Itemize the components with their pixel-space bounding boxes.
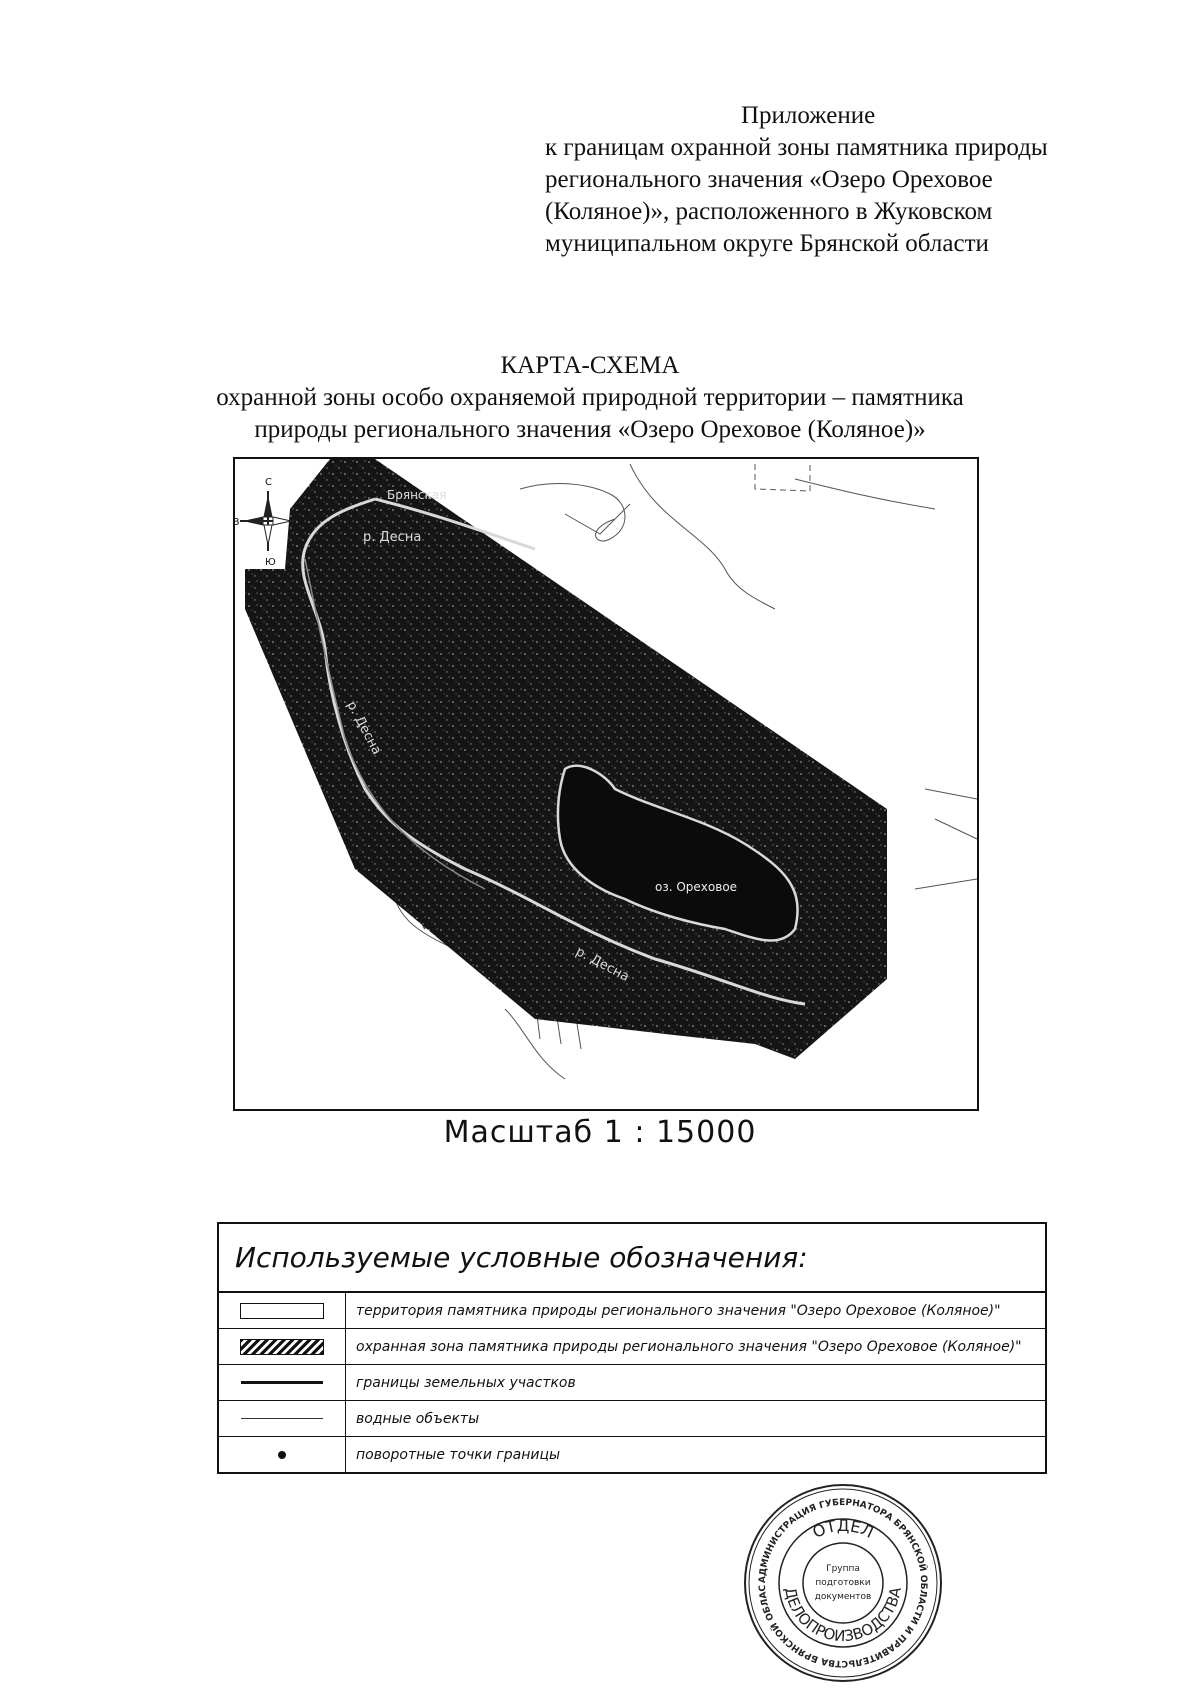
appendix-line: (Коляное)», расположенного в Жуковском xyxy=(545,198,993,225)
point-symbol xyxy=(278,1451,286,1459)
water-line-symbol xyxy=(241,1418,323,1419)
legend-table xyxy=(217,1222,1047,1474)
appendix-title: Приложение xyxy=(741,102,876,129)
map-label-lake: оз. Ореховое xyxy=(655,880,738,894)
territory-symbol xyxy=(240,1303,324,1319)
map-label-river: р. Десна xyxy=(363,530,422,545)
stamp-seal xyxy=(742,1482,944,1684)
legend-label: охранная зона памятника природы регионального значения "Озеро Ореховое (Коляное)" xyxy=(356,1338,1022,1355)
legend-label: границы земельных участков xyxy=(356,1374,576,1391)
legend-label: поворотные точки границы xyxy=(356,1446,561,1463)
map-scale: Масштаб 1 : 15000 xyxy=(443,1115,757,1150)
stamp-center-line: документов xyxy=(814,1592,872,1602)
map-subtitle: природы регионального значения «Озеро Ореховое (Коляное)» xyxy=(254,416,926,443)
compass-east-label: В xyxy=(297,517,304,528)
legend-row xyxy=(219,1293,1045,1329)
appendix-line: муниципальном округе Брянской области xyxy=(545,230,989,257)
appendix-line: регионального значения «Озеро Ореховое xyxy=(545,166,993,193)
stamp-ring-text: АДМИНИСТРАЦИЯ ГУБЕРНАТОРА БРЯНСКОЙ ОБЛАСТИ И ПРАВИТЕЛЬСТВА БРЯНСКОЙ ОБЛАС xyxy=(757,1497,929,1669)
legend-row xyxy=(219,1401,1045,1437)
legend-row xyxy=(219,1365,1045,1401)
protected-zone xyxy=(245,459,887,1059)
map-label-river: р. Десна xyxy=(573,944,632,985)
map-label-bryansk: Брянская xyxy=(387,488,447,502)
compass-north-label: С xyxy=(265,477,272,488)
legend-title: Используемые условные обозначения: xyxy=(219,1224,1045,1293)
stamp-dept-top: ОТДЕЛ xyxy=(809,1515,877,1542)
appendix-note xyxy=(545,100,1105,260)
map-drawing xyxy=(235,459,977,1109)
compass-south-label: Ю xyxy=(265,557,276,568)
map-panel xyxy=(233,457,979,1111)
map-title: КАРТА-СХЕМА xyxy=(500,352,680,379)
zone-hatch-symbol xyxy=(240,1339,324,1355)
legend-label: водные объекты xyxy=(356,1410,480,1427)
appendix-line: к границам охранной зоны памятника природы xyxy=(545,134,1048,161)
legend-row xyxy=(219,1329,1045,1365)
parcel-line-symbol xyxy=(241,1381,323,1384)
compass-rose xyxy=(240,491,295,551)
legend-row xyxy=(219,1437,1045,1472)
compass-west-label: З xyxy=(233,517,240,528)
stamp-center-line: подготовки xyxy=(815,1578,871,1588)
map-heading xyxy=(180,350,1000,446)
legend-label: территория памятника природы регионального значения "Озеро Ореховое (Коляное)" xyxy=(356,1302,1001,1319)
map-subtitle: охранной зоны особо охраняемой природной территории – памятника xyxy=(216,384,964,411)
map-label-river: р. Десна xyxy=(343,698,385,758)
stamp-center-line: Группа xyxy=(826,1564,860,1574)
stamp-dept-bottom: ДЕЛОПРОИЗВОДСТВА xyxy=(781,1585,905,1646)
official-stamp xyxy=(742,1482,944,1684)
